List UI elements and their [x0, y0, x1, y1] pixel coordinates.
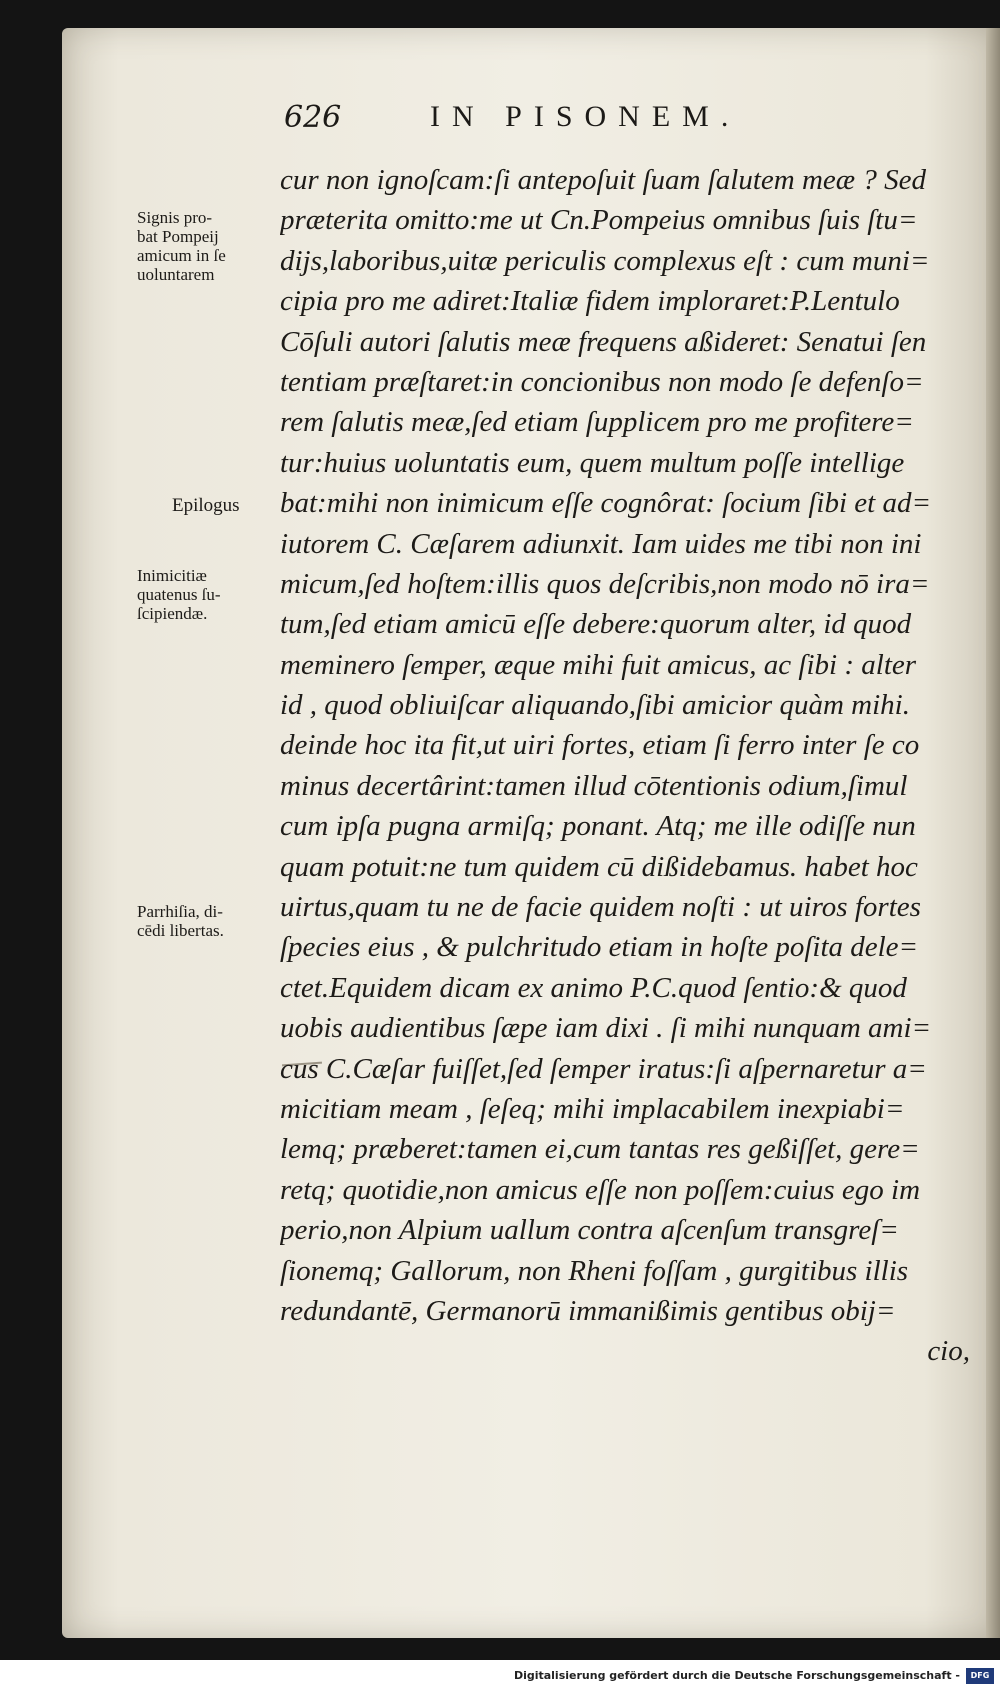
text-line: præterita omitto:me ut Cn.Pompeius omnibus ſuis ſtu= — [280, 204, 918, 237]
text-line: lemq; præberet:tamen ei,cum tantas res geßiſſet, gere= — [280, 1133, 920, 1166]
text-line: ſionemq; Gallorum, non Rheni foſſam , gurgitibus illis — [280, 1254, 909, 1287]
text-line: bat:mihi non inimicum eſſe cognôrat: ſocium ſibi et ad= — [280, 487, 932, 520]
text-line: tentiam præſtaret:in concionibus non modo ſe defenſo= — [280, 365, 924, 398]
page-number: 626 — [284, 100, 342, 135]
text-line: micitiam meam , ſeſeq; mihi implacabilem inexpiabi= — [280, 1092, 905, 1125]
page-edge — [986, 28, 1000, 1638]
margin-note-line: uoluntarem — [137, 265, 215, 284]
margin-note-parrhisia — [137, 902, 272, 940]
text-line: uobis audientibus ſæpe iam dixi . ſi mihi nunquam ami= — [280, 1012, 932, 1045]
margin-note-signis — [137, 208, 272, 284]
margin-note-line: amicum in ſe — [137, 246, 226, 265]
text-line: cus C.Cæſar fuiſſet,ſed ſemper iratus:ſi aſpernaretur a= — [280, 1052, 927, 1085]
margin-note-inimicitiae — [137, 566, 272, 623]
body-text — [280, 160, 980, 1372]
catchword: cio, — [927, 1335, 970, 1368]
text-line: rem ſalutis meæ,ſed etiam ſupplicem pro me profitere= — [280, 406, 914, 439]
margin-note-line: Epilogus — [172, 495, 240, 516]
text-line: cur non ignoſcam:ſi antepoſuit ſuam ſalutem meæ ? Sed — [280, 164, 926, 196]
text-line: dijs,laboribus,uitæ periculis complexus eſt : cum muni= — [280, 244, 930, 277]
text-line: micum,ſed hoſtem:illis quos deſcribis,non modo nō ira= — [280, 567, 930, 600]
footer — [0, 1660, 1000, 1694]
page-header — [62, 100, 1000, 140]
margin-note-line: cēdi libertas. — [137, 921, 224, 940]
text-line: meminero ſemper, æque mihi fuit amicus, ac ſibi : alter — [280, 648, 917, 681]
text-line: iutorem C. Cæſarem adiunxit. Iam uides me tibi non ini — [280, 527, 922, 560]
text-line: id , quod obliuiſcar aliquando,ſibi amicior quàm mihi. — [280, 689, 910, 722]
text-line: minus decertârint:tamen illud cōtentionis odium,ſimul — [280, 769, 908, 802]
text-line: uirtus,quam tu ne de facie quidem noſti : ut uiros fortes — [280, 891, 921, 924]
running-title: IN PISONEM. — [430, 100, 741, 133]
margin-note-line: quatenus ſu- — [137, 585, 221, 604]
text-line: ſpecies eius , & pulchritudo etiam in hoſte poſita dele= — [280, 931, 919, 964]
margin-note-line: ſcipiendæ. — [137, 604, 208, 623]
funding-credit: Digitalisierung gefördert durch die Deutsche Forschungsgemeinschaft - — [513, 1669, 960, 1682]
text-line: perio,non Alpium uallum contra aſcenſum transgreſ= — [280, 1214, 899, 1247]
book-page — [62, 28, 1000, 1638]
margin-note-line: Inimicitiæ — [137, 566, 207, 585]
margin-note-line: Parrhiſia, di- — [137, 902, 223, 921]
text-line: cipia pro me adiret:Italiæ fidem imploraret:P.Lentulo — [280, 285, 900, 318]
margin-note-line: Signis pro- — [137, 208, 213, 227]
text-line: ctet.Equidem dicam ex animo P.C.quod ſentio:& quod — [280, 971, 907, 1004]
text-line: deinde hoc ita fit,ut uiri fortes, etiam ſi ferro inter ſe co — [280, 729, 920, 762]
text-line: redundantē, Germanorū immanißimis gentibus obij= — [280, 1294, 896, 1327]
text-line: retq; quotidie,non amicus eſſe non poſſem:cuius ego im — [280, 1173, 921, 1206]
text-line: tur:huius uoluntatis eum, quem multum poſſe intellige — [280, 446, 905, 479]
text-line: cum ipſa pugna armiſq; ponant. Atq; me ille odiſſe nun — [280, 810, 916, 843]
text-line: tum,ſed etiam amicū eſſe debere:quorum alter, id quod — [280, 608, 912, 641]
dfg-logo-icon: DFG — [966, 1668, 994, 1684]
text-line: quam potuit:ne tum quidem cū dißidebamus. habet hoc — [280, 850, 918, 883]
text-line: Cōſuli autori ſalutis meæ frequens aßideret: Senatui ſen — [280, 325, 927, 358]
margin-note-line: bat Pompeij — [137, 227, 219, 246]
